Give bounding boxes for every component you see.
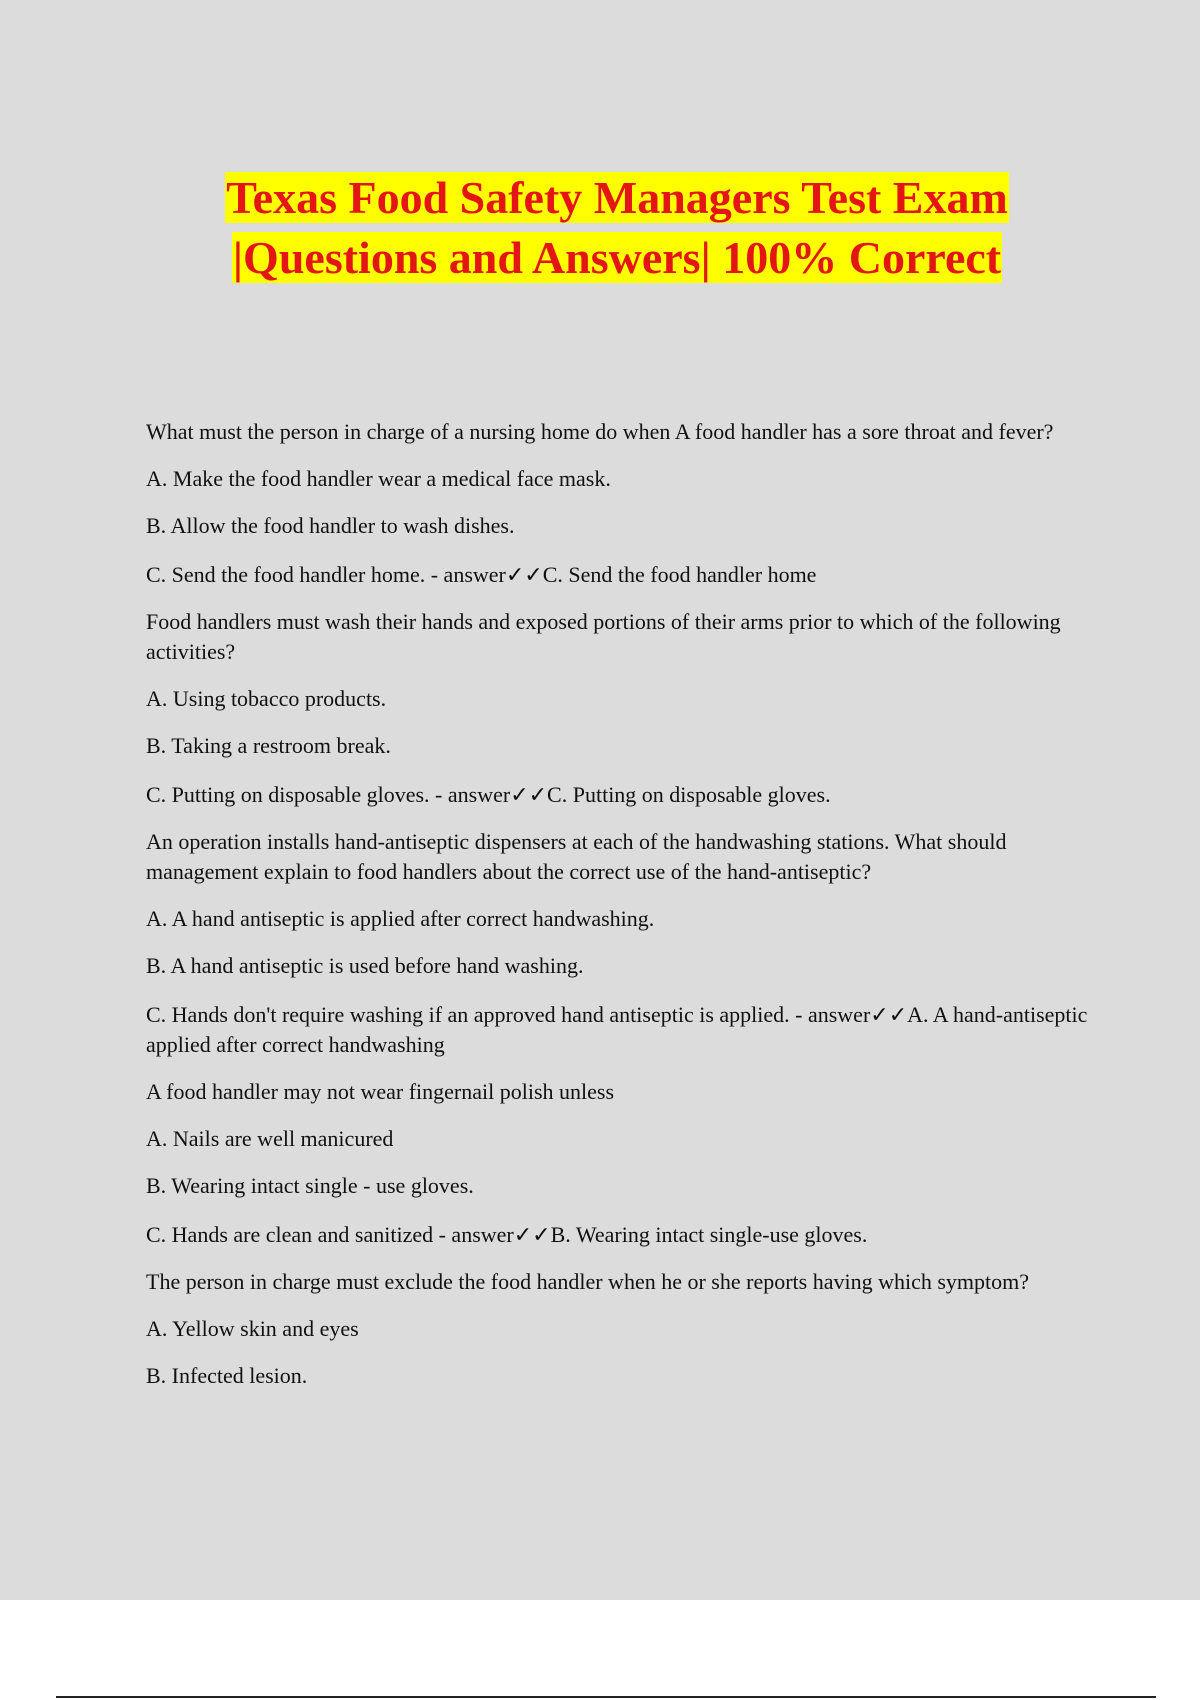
question-1-option-a: A. Make the food handler wear a medical face mask. (146, 466, 611, 491)
question-2: Food handlers must wash their hands and exposed portions of their arms prior to which of the following activities? (146, 609, 1061, 664)
title-line-2: |Questions and Answers| 100% Correct (232, 232, 1002, 283)
question-2-option-b: B. Taking a restroom break. (146, 733, 391, 758)
question-4-option-b: B. Wearing intact single - use gloves. (146, 1173, 474, 1198)
question-4-option-a: A. Nails are well manicured (146, 1126, 394, 1151)
question-1-option-c-answer: C. Send the food handler home. - answer✓✓C. Send the food handler home (146, 562, 817, 587)
title-line-1: Texas Food Safety Managers Test Exam (226, 172, 1008, 223)
question-5-option-b: B. Infected lesion. (146, 1363, 308, 1388)
question-1: What must the person in charge of a nursing home do when A food handler has a sore throat and fever? (146, 419, 1054, 444)
question-2-option-c-answer: C. Putting on disposable gloves. - answer✓✓C. Putting on disposable gloves. (146, 782, 831, 807)
question-5: The person in charge must exclude the food handler when he or she reports having which symptom? (146, 1269, 1030, 1294)
question-3-option-b: B. A hand antiseptic is used before hand washing. (146, 953, 584, 978)
question-3-option-c-answer: C. Hands don't require washing if an approved hand antiseptic is applied. - answer✓✓A. A hand-antiseptic applied after correct handwashing (146, 1002, 1088, 1057)
document-title (0, 168, 1200, 288)
footer-divider (56, 1696, 1156, 1698)
question-4-option-c-answer: C. Hands are clean and sanitized - answer✓✓B. Wearing intact single-use gloves. (146, 1222, 868, 1247)
question-2-option-a: A. Using tobacco products. (146, 686, 387, 711)
question-3: An operation installs hand-antiseptic dispensers at each of the handwashing stations. What should management explain to food handlers about the correct use of the hand-antiseptic? (146, 829, 1007, 884)
document-body (146, 417, 1096, 1391)
question-4: A food handler may not wear fingernail polish unless (146, 1079, 615, 1104)
question-1-option-b: B. Allow the food handler to wash dishes. (146, 513, 515, 538)
question-3-option-a: A. A hand antiseptic is applied after correct handwashing. (146, 906, 655, 931)
question-5-option-a: A. Yellow skin and eyes (146, 1316, 359, 1341)
